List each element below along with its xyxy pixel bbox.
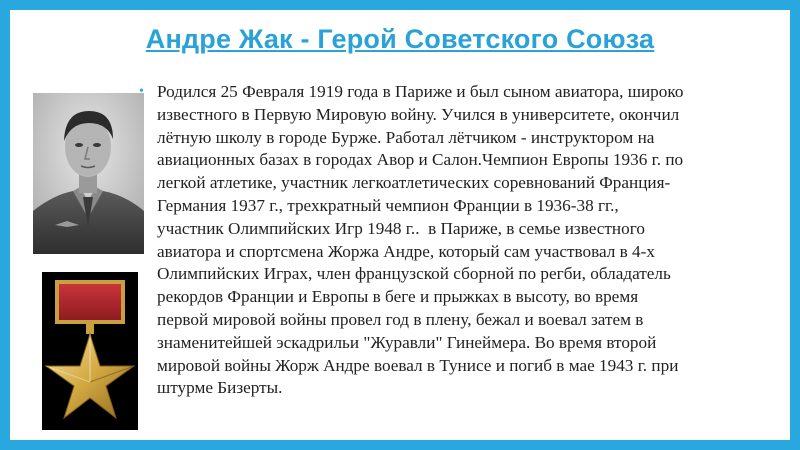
biography-line: Олимпийских Играх, член французской сборной по регби, обладатель <box>157 264 671 284</box>
biography-line: Родился 25 Февраля 1919 года в Париже и был сыном авиатора, широко <box>157 82 684 101</box>
biography-line: авиационных базах в городах Авор и Салон.Чемпион Европы 1936 г. по <box>157 150 684 170</box>
biography-line: участник Олимпийских Игр 1948 г.. в Париже, в семье известного <box>157 218 645 238</box>
biography-line: рекордов Франции и Европы в беге и прыжках в высоту, во время <box>157 287 639 307</box>
biography-line: лётную школу в городе Бурже. Работал лётчиком - инструктором на <box>157 127 655 147</box>
bullet-icon: • <box>139 84 144 99</box>
slide-title: Андре Жак - Герой Советского Союза <box>145 24 655 54</box>
biography-line: авиатора и спортсмена Жоржа Андре, который сам участвовал в 4-х <box>157 241 655 261</box>
biography-line: первой мировой войны провел год в плену, бежал и воевал затем в <box>157 309 644 329</box>
biography-line: знаменитейшей эскадрильи "Журавли" Гинеймера. Во время второй <box>157 332 657 352</box>
biography-line: мировой войны Жорж Андре воевал в Тунисе и погиб в мае 1943 г. при <box>157 355 679 375</box>
biography-line: известного в Первую Мировую войну. Учился в университете, окончил <box>157 104 680 124</box>
biography-paragraph <box>157 81 781 400</box>
biography-text <box>141 81 781 400</box>
biography-line: легкой атлетике, участник легкоатлетических соревнований Франция- <box>157 173 671 193</box>
biography-line: штурме Бизерты. <box>157 378 283 398</box>
biography-line: Германия 1937 г., трехкратный чемпион Франции в 1936-38 гг., <box>157 195 619 215</box>
portrait-photo <box>33 93 144 254</box>
portrait-image <box>33 93 144 254</box>
gold-star-medal-icon <box>42 272 138 430</box>
